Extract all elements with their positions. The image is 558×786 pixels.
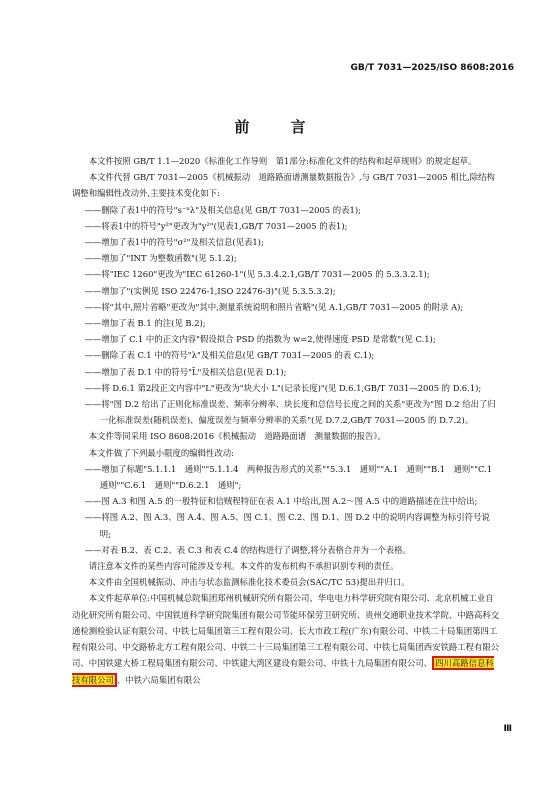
- paragraph-patent-notice: 请注意本文件的某些内容可能涉及专利。本文件的发布机构不承担识别专利的责任。: [88, 561, 399, 572]
- foreword-body: [72, 153, 500, 688]
- editorial-item: ——对表 B.2、表 C.2、表 C.3 和表 C.4 的结构进行了调整,将分表格合并为一个表格。: [84, 544, 411, 555]
- paragraph-equivalence: 本文件等同采用 ISO 8608:2016《机械振动 道路路面谱 测量数据的报告》。: [88, 431, 386, 442]
- paragraph-drafting-units: [72, 590, 500, 687]
- change-item: ——将"图 D.2 给出了正则化标准误差、频率分辨率、块长度和总信号长度之间的关系"更改为"图 D.2 给出了归一化标准误差(随机误差)、偏度误差与频率分辨率的关系"(见 D.7.2,GB/T 7031—2005 的 D.7.2)。: [84, 399, 496, 426]
- drafting-units-text: 本文件起草单位:中国机械总院集团郑州机械研究所有限公司、华电电力科学研究院有限公司、北京机械工业自动化研究所有限公司、中国铁道科学研究院集团有限公司节能环保劳卫研究所、贵州交通职业技术学院、中路高科交通检测检验认证有限公司、中铁七局集团第三工程有限公司、长大市政工程(广东)有限公司、中铁二十局集团第四工程有限公司、中交路桥北方工程有限公司、中铁二十三局集团第三工程有限公司、中铁七局集团西安铁路工程有限公司、中国铁建大桥工程局集团有限公司、中铁建大湾区建设有限公司、中铁十九局集团有限公司、: [72, 593, 500, 669]
- highlighted-company: 四川高路信息科技有限公司: [72, 658, 494, 685]
- paragraph-technical-committee: 本文件由全国机械振动、冲击与状态监测标准化技术委员会(SAC/TC 53)提出并归口。: [88, 577, 410, 588]
- change-item: ——增加了"INT 为整数函数"(见 5.1.2);: [84, 253, 237, 264]
- editorial-item: ——图 A.3 和图 A.5 的一般特征和信贼程特征在表 A.1 中给出,图 A.2～图 A.5 中的道路描述在注中给出;: [84, 496, 478, 507]
- page-number: Ⅲ: [503, 724, 512, 734]
- paragraph-editorial-intro: 本文件做了下列最小限度的编辑性改动:: [88, 447, 234, 458]
- change-item: ——将 D.6.1 第2段正文内容中"L"更改为"块大小 L"(记录长度)"(见 D.6.1,GB/T 7031—2005 的 D.6.1);: [84, 382, 482, 393]
- change-item: ——增加了"(实例见 ISO 22476-1,ISO 22476-3)"(见 5.3.5.3.2);: [84, 285, 336, 296]
- change-item: ——将"其中,照片省略"更改为"其中,测量系统说明和照片省略"(见 A.1,GB/T 7031—2005 的附录 A);: [84, 301, 464, 312]
- change-item: ——增加了表 D.1 中的符号"L̄"及相关信息(见表 D.1);: [84, 366, 287, 377]
- change-item: ——增加了表 B.1 的注(见 B.2);: [84, 318, 206, 329]
- change-item: ——将表1中的符号"y²"更改为"y²"(见表1,GB/T 7031—2005 的表1);: [84, 220, 348, 231]
- standard-number: GB/T 7031—2025/ISO 8608:2016: [350, 63, 514, 73]
- drafting-units-text-continued: 、中铁六局集团有限公: [116, 674, 201, 685]
- change-item: ——删除了表 C.1 中的符号"λ"及相关信息(见 GB/T 7031—2005 的表 C.1);: [84, 350, 375, 361]
- change-item: ——增加了表1中的符号"σ²"及相关信息(见表1);: [84, 237, 264, 248]
- page-title: 前 言: [234, 118, 324, 136]
- paragraph-drafting-rules: 本文件按照 GB/T 1.1—2020《标准化工作导则 第1部分:标准化文件的结构和起草规则》的规定起草。: [88, 156, 477, 166]
- editorial-item: ——增加了标题"5.1.1.1 通则""5.1.1.4 两种报告形式的关系""5.3.1 通则""A.1 通则""B.1 通则""C.1 通则""C.6.1 通则""D.6.2.1 通则";: [84, 463, 501, 491]
- change-item: ——将"IEC 1260"更改为"IEC 61260-1"(见 5.3.4.2.1,GB/T 7031—2005 的 5.3.3.2.1);: [84, 269, 430, 280]
- change-item: ——增加了 C.1 中的正文内容"假设拟合 PSD 的指数为 w=2,使得速度 PSD 是常数"(见 C.1);: [84, 334, 436, 345]
- editorial-item: ——将图 A.2、图 A.3、图 A.4、图 A.5、图 C.1、图 C.2、图 D.1、图 D.2 中的说明内容调整为标引符号说明;: [84, 512, 490, 539]
- change-item: ——删除了表1中的符号"s⁻ⁿλ"及相关信息(见 GB/T 7031—2005 的表1);: [84, 204, 361, 215]
- paragraph-replacement: 本文件代替 GB/T 7031—2005《机械振动 道路路面谱测量数据报告》,与 GB/T 7031—2005 相比,除结构调整和编辑性改动外,主要技术变化如下:: [72, 172, 495, 199]
